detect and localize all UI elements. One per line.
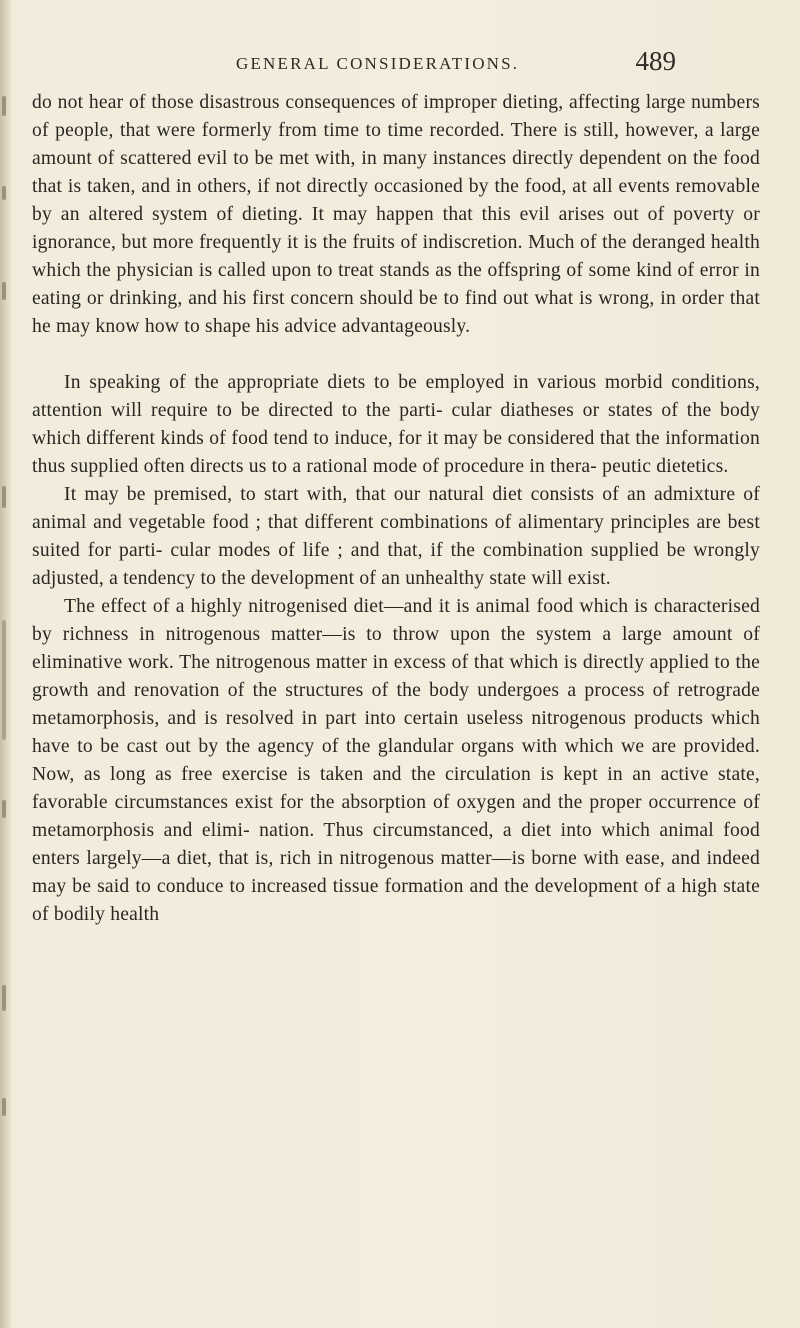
paragraph-gap [32, 341, 760, 369]
binding-mark [2, 800, 6, 818]
binding-mark [2, 620, 6, 740]
running-head: GENERAL CONSIDERATIONS. [236, 54, 520, 73]
binding-mark [2, 486, 6, 508]
binding-mark [2, 96, 6, 116]
binding-mark [2, 985, 6, 1011]
paragraph: In speaking of the appropriate diets to be employed in various morbid conditions, attention will require to be directed to the parti- cular diatheses or states of the body which different kinds of food tend to induce, for it may be considered that the information thus supplied often directs us to a rational mode of procedure in thera- peutic dietetics. [32, 372, 760, 477]
paragraph: It may be premised, to start with, that our natural diet consists of an admixture of animal and vegetable food ; that different combinations of alimentary principles are best suited for parti- cular modes of life ; and that, if the combination supplied be wrongly adjusted, a tendency to the development of an unhealthy state will exist. [32, 484, 760, 589]
binding-mark [2, 186, 6, 200]
body-text [32, 89, 760, 929]
paragraph: The effect of a highly nitrogenised diet—and it is animal food which is characterised by richness in nitrogenous matter—is to throw upon the system a large amount of eliminative work. The nitrogenous matter in excess of that which is directly applied to the growth and renovation of the structures of the body undergoes a process of retrograde metamorphosis, and is resolved in part into certain useless nitrogenous products which have to be cast out by the agency of the glandular organs with which we are provided. Now, as long as free exercise is taken and the circulation is kept in an active state, favorable circumstances exist for the absorption of oxygen and the proper occurrence of metamorphosis and elimi- nation. Thus circumstanced, a diet into which animal food enters largely—a diet, that is, rich in nitrogenous matter—is borne with ease, and indeed may be said to conduce to increased tissue formation and the development of a high state of bodily health [32, 596, 760, 925]
paragraph: do not hear of those disastrous consequences of improper dieting, affecting large numbers of people, that were formerly from time to time recorded. There is still, however, a large amount of scattered evil to be met with, in many instances directly dependent on the food that is taken, and in others, if not directly occasioned by the food, at all events removable by an altered system of dieting. It may happen that this evil arises out of poverty or ignorance, but more frequently it is the fruits of indiscretion. Much of the deranged health which the physician is called upon to treat stands as the offspring of some kind of error in eating or drinking, and his first concern should be to find out what is wrong, in order that he may know how to shape his advice advantageously. [32, 92, 760, 337]
page-gutter [0, 0, 12, 1328]
binding-mark [2, 1098, 6, 1116]
binding-mark [2, 282, 6, 300]
page-number: 489 [635, 46, 676, 76]
page-header [236, 46, 676, 92]
